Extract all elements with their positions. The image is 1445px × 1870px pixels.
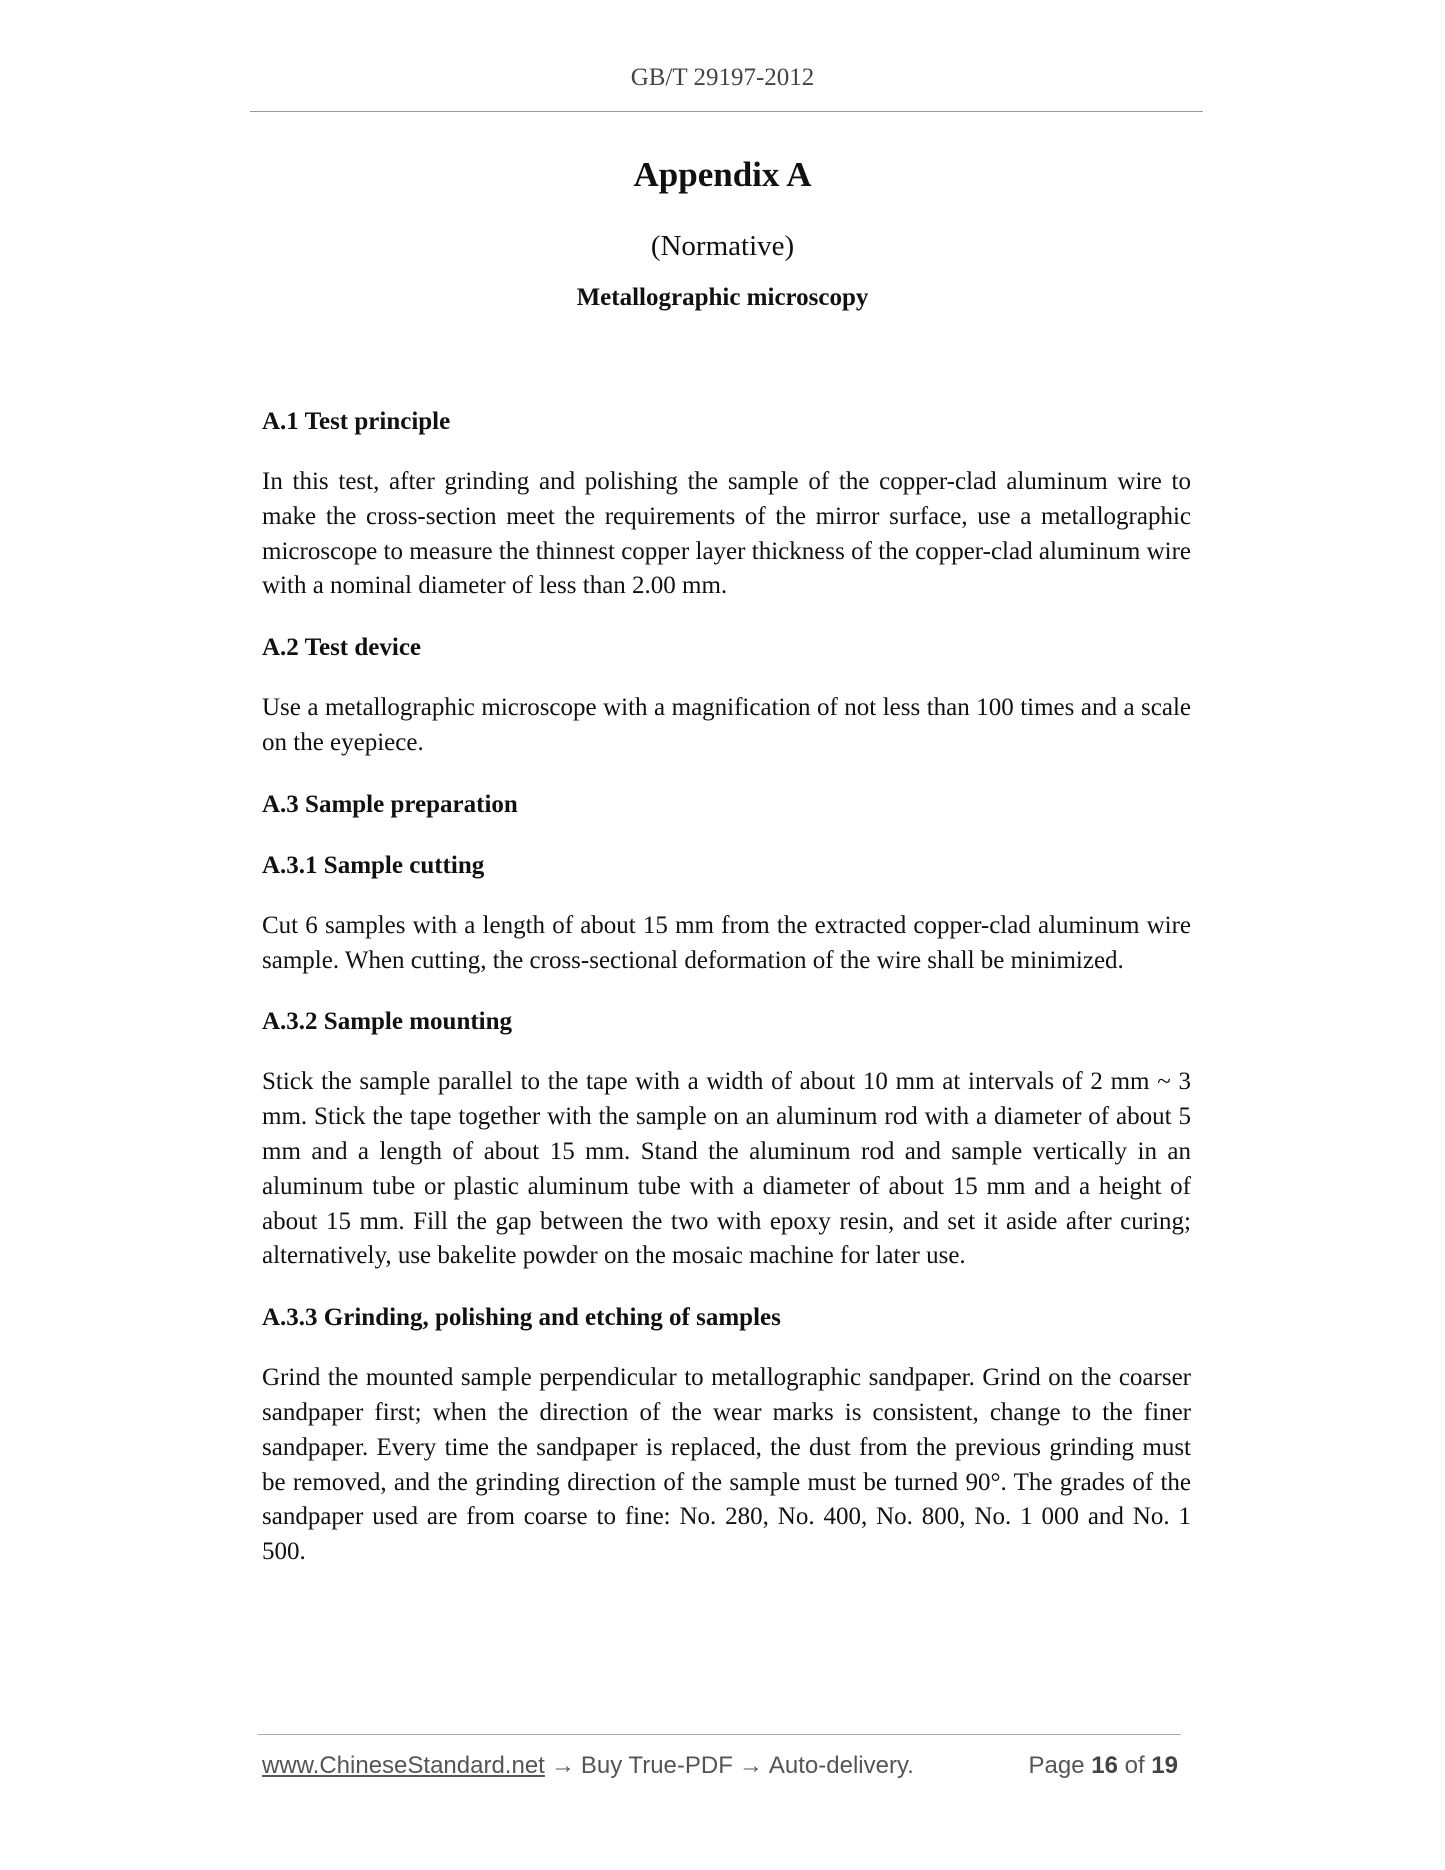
page-of-label: of — [1124, 1752, 1145, 1779]
page-footer — [262, 1752, 1182, 1786]
arrow-right-icon: → — [550, 1752, 575, 1779]
buy-pdf-text: Buy True-PDF — [580, 1752, 733, 1779]
arrow-right-icon: → — [738, 1752, 763, 1779]
appendix-title: Appendix A — [633, 155, 812, 194]
page-current: 16 — [1091, 1752, 1118, 1779]
page-label: Page — [1028, 1752, 1085, 1779]
section-text-a1: In this test, after grinding and polishing the sample of the copper-clad aluminum wire to make the cross-section meet the requirements of the mirror surface, use a metallographic microscope to measure the thinnest copper layer thickness of the copper-clad aluminum wire with a nominal diameter of less than 2.00 mm. — [262, 468, 1191, 600]
section-heading-a32: A.3.2 Sample mounting — [262, 1008, 513, 1036]
header-divider — [250, 111, 1203, 112]
section-heading-a3: A.3 Sample preparation — [262, 790, 518, 818]
section-text-a31: Cut 6 samples with a length of about 15 mm from the extracted copper-clad aluminum wire sample. When cutting, the cross-sectional deformation of the wire shall be minimized. — [262, 911, 1191, 974]
section-text-a33: Grind the mounted sample perpendicular to metallographic sandpaper. Grind on the coarser sandpaper first; when the direction of the wear marks is consistent, change to the finer sandpaper. Every time the sandpaper is replaced, the dust from the previous grinding must be removed, and the grinding direction of the sample must be turned 90°. The grades of the sandpaper used are from coarse to fine: No. 280, No. 400, No. 800, No. 1 000 and No. 1 500. — [262, 1364, 1191, 1566]
section-heading-a33: A.3.3 Grinding, polishing and etching of samples — [262, 1304, 781, 1332]
footer-divider — [258, 1734, 1181, 1735]
page-total: 19 — [1151, 1752, 1178, 1779]
auto-delivery-text: Auto-delivery. — [768, 1752, 914, 1779]
section-text-a2: Use a metallographic microscope with a magnification of not less than 100 times and a scale on the eyepiece. — [262, 694, 1191, 756]
appendix-type: (Normative) — [650, 230, 795, 262]
footer-promo — [262, 1752, 914, 1780]
section-text-a32: Stick the sample parallel to the tape with a width of about 10 mm at intervals of 2 mm ~ 3 mm. Stick the tape together with the sample on an aluminum rod with a diameter of about 5 mm and a length of about 15 mm. Stand the aluminum rod and sample vertically in an aluminum tube or plastic aluminum tube with a diameter of about 15 mm and a height of about 15 mm. Fill the gap between the two with epoxy resin, and set it aside after curing; alternatively, use bakelite powder on the mosaic machine for later use. — [262, 1068, 1191, 1270]
website-link[interactable]: www.ChineseStandard.net — [262, 1752, 545, 1779]
document-id: GB/T 29197-2012 — [630, 64, 815, 91]
section-heading-a31: A.3.1 Sample cutting — [262, 851, 485, 879]
section-heading-a1: A.1 Test principle — [262, 408, 451, 435]
page-indicator — [1029, 1752, 1179, 1780]
section-heading-a2: A.2 Test device — [262, 634, 422, 662]
appendix-name: Metallographic microscopy — [576, 284, 869, 311]
document-body — [262, 404, 1191, 1596]
